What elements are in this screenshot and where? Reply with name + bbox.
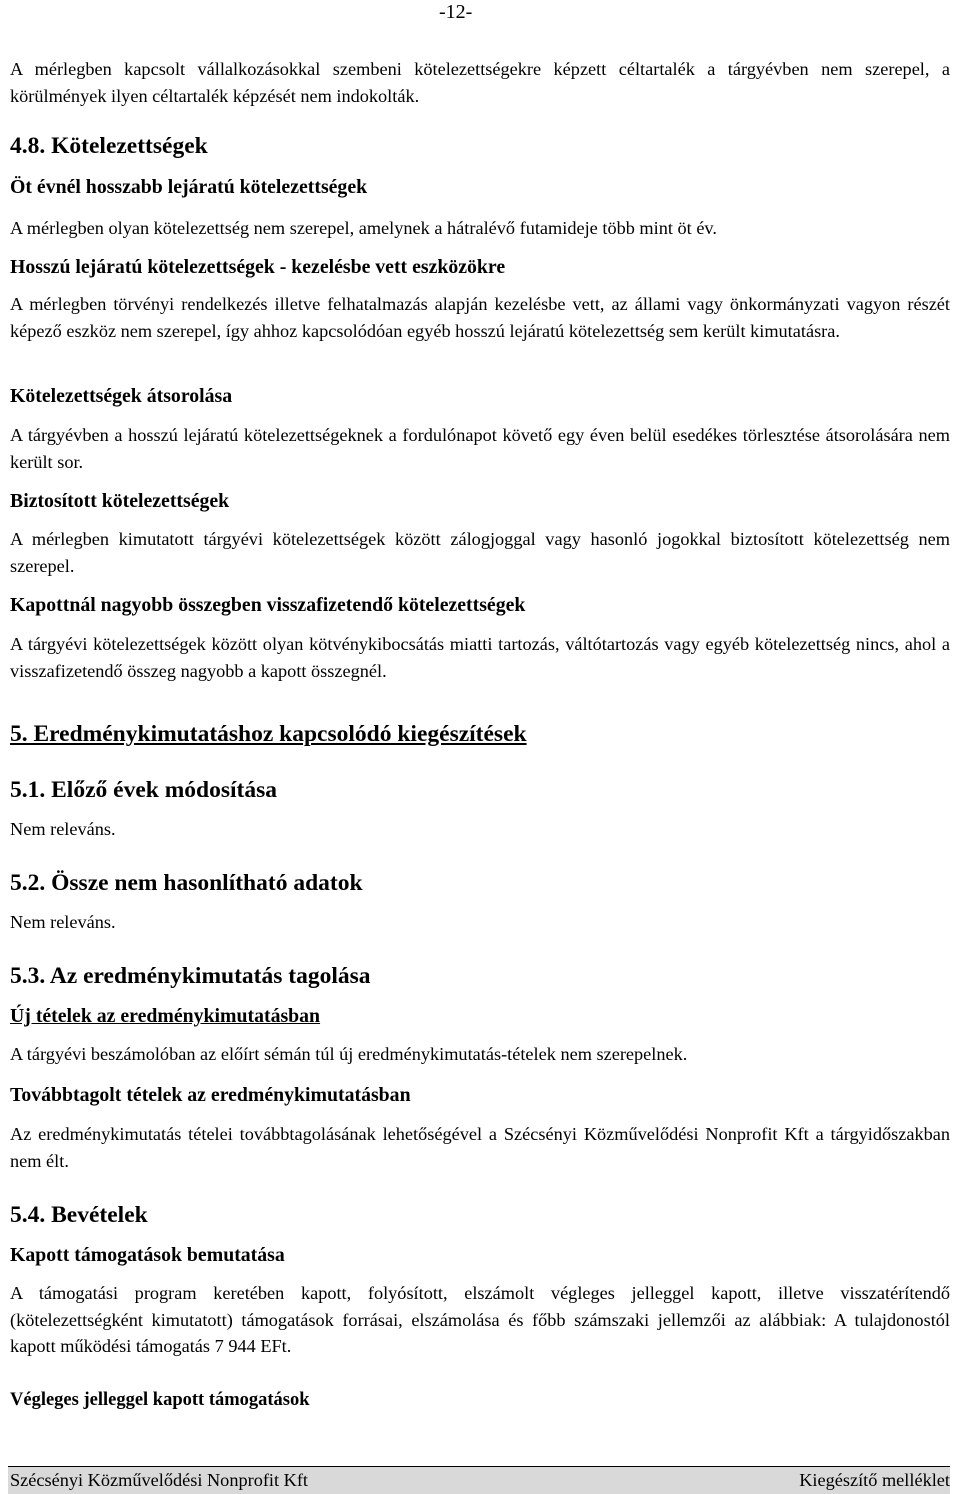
section-5-4-title: 5.4. Bevételek — [10, 1202, 148, 1228]
footer-company: Szécsényi Közművelődési Nonprofit Kft — [10, 1470, 309, 1490]
section-4-8-title: 4.8. Kötelezettségek — [10, 133, 208, 159]
reclass-heading: Kötelezettségek átsorolása — [10, 385, 233, 407]
section-5-2-title: 5.2. Össze nem hasonlítható adatok — [10, 870, 363, 896]
larger-repay-text: A tárgyévi kötelezettségek között olyan kötvénykibocsátás miatti tartozás, váltótartozás vagy egyéb kötelezettség nincs, ahol a visszafizetendő összeg nagyobb a kapott összegnél. — [10, 634, 950, 681]
secured-text: A mérlegben kimutatott tárgyévi kötelezettségek között zálogjoggal vagy hasonló jogokkal biztosított kötelezettség nem szerepel. — [10, 529, 950, 576]
section-5-1-title: 5.1. Előző évek módosítása — [10, 777, 277, 803]
new-items-heading: Új tételek az eredménykimutatásban — [10, 1005, 321, 1027]
section-5-2-text: Nem releváns. — [10, 912, 116, 932]
long-term-heading: Hosszú lejáratú kötelezettségek - kezelésbe vett eszközökre — [10, 256, 506, 278]
secured-heading: Biztosított kötelezettségek — [10, 490, 230, 512]
section-5-3-title: 5.3. Az eredménykimutatás tagolása — [10, 963, 371, 989]
subdivided-text: Az eredménykimutatás tételei továbbtagolásának lehetőségével a Szécsényi Közművelődési Nonprofit Kft a tárgyidőszakban nem élt. — [10, 1124, 950, 1171]
larger-repay-heading: Kapottnál nagyobb összegben visszafizetendő kötelezettségek — [10, 594, 526, 616]
five-years-heading: Öt évnél hosszabb lejáratú kötelezettségek — [10, 176, 368, 198]
five-years-text: A mérlegben olyan kötelezettség nem szerepel, amelynek a hátralévő futamideje több mint öt év. — [10, 218, 717, 238]
subdivided-heading: Továbbtagolt tételek az eredménykimutatásban — [10, 1084, 411, 1106]
intro-paragraph: A mérlegben kapcsolt vállalkozásokkal szembeni kötelezettségekre képzett céltartalék a tárgyévben nem szerepel, a körülmények ilyen céltartalék képzését nem indokolták. — [10, 59, 950, 106]
long-term-text: A mérlegben törvényi rendelkezés illetve felhatalmazás alapján kezelésbe vett, az állami vagy önkormányzati vagyon részét képező eszköz nem szerepel, így ahhoz kapcsolódóan egyéb hosszú lejáratú kötelezettség sem került kimutatásra. — [10, 294, 950, 341]
section-5-1-text: Nem releváns. — [10, 819, 116, 839]
final-grants-heading: Végleges jelleggel kapott támogatások — [10, 1390, 310, 1410]
page-number: -12- — [439, 1, 473, 23]
reclass-text: A tárgyévben a hosszú lejáratú kötelezettségeknek a fordulónapot követő egy éven belül esedékes törlesztése átsorolására nem került sor. — [10, 425, 950, 472]
new-items-text: A tárgyévi beszámolóban az előírt sémán túl új eredménykimutatás-tételek nem szerepelnek. — [10, 1044, 688, 1064]
grants-heading: Kapott támogatások bemutatása — [10, 1244, 285, 1266]
section-5-title: 5. Eredménykimutatáshoz kapcsolódó kiegészítések — [10, 721, 527, 747]
grants-text: A támogatási program keretében kapott, folyósított, elszámolt végleges jelleggel kapott, illetve visszatérítendő (kötelezettségként kimutatott) támogatások forrásai, elszámolása és főbb számszaki jellemzői az alábbiak: A tulajdonostól kapott működési támogatás 7 944 EFt. — [10, 1283, 950, 1357]
page-footer — [8, 1466, 950, 1494]
footer-document-type: Kiegészítő melléklet — [799, 1470, 950, 1490]
